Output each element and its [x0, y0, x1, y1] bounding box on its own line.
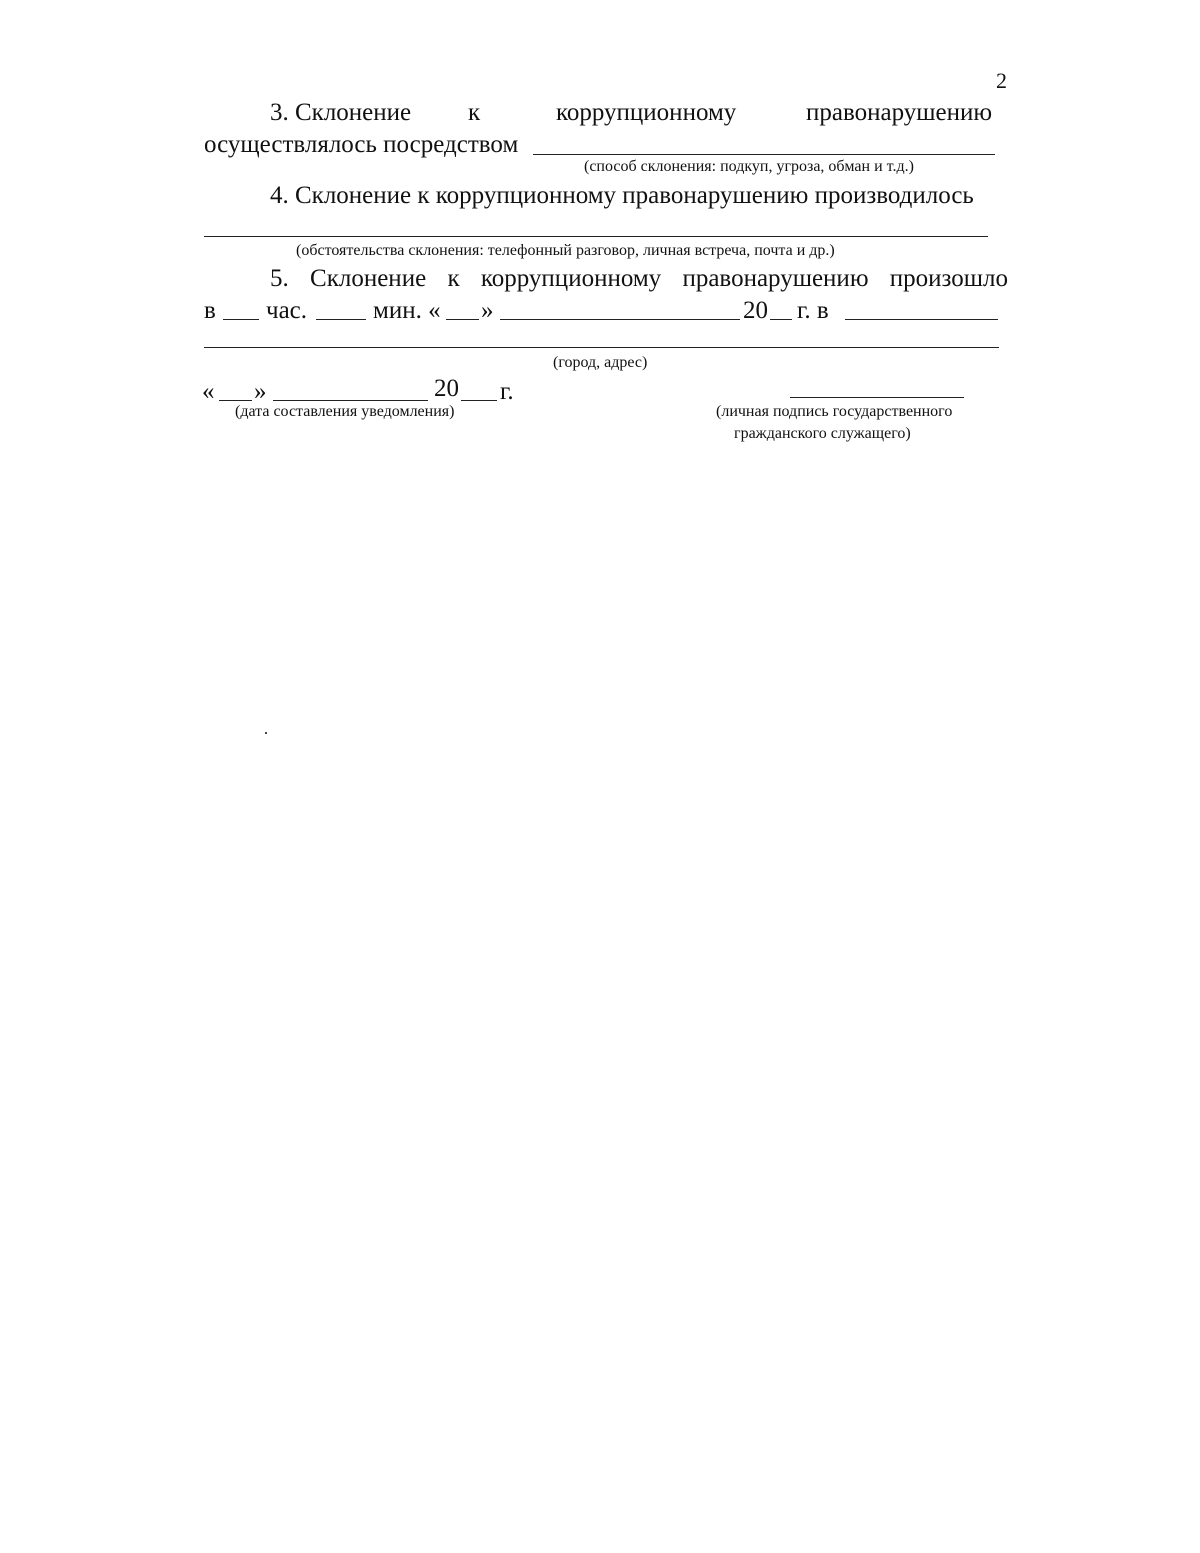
item5-year-blank[interactable] — [770, 319, 792, 320]
item3-caption: (способ склонения: подкуп, угроза, обман и т.д.) — [584, 158, 914, 175]
footer-signature-caption-2: гражданского служащего) — [734, 425, 911, 442]
footer-signature-blank[interactable] — [790, 397, 964, 398]
footer-signature-caption-1: (личная подпись государственного — [716, 403, 953, 420]
item5-word-min: мин. « — [373, 297, 441, 324]
item4-text: 4. Склонение к коррупционному правонарушению производилось — [270, 182, 974, 209]
item5-month-blank[interactable] — [500, 319, 740, 320]
item3-word-2: к — [468, 99, 481, 126]
footer-close-quote: » — [254, 378, 267, 405]
footer-year-prefix: 20 — [434, 375, 459, 402]
item5-address-blank[interactable] — [204, 347, 999, 348]
item5-year-prefix: 20 — [743, 297, 768, 324]
footer-day-blank[interactable] — [219, 400, 252, 401]
item3-word-4: правонарушению — [806, 99, 993, 126]
item5-minute-blank[interactable] — [316, 319, 366, 320]
footer-date-caption: (дата составления уведомления) — [235, 403, 455, 420]
scan-speck — [265, 732, 267, 734]
item5-word-g-v: г. в — [797, 297, 829, 324]
item4-circumstances-blank[interactable] — [204, 236, 988, 237]
footer-month-blank[interactable] — [273, 400, 428, 401]
item5-caption: (город, адрес) — [553, 354, 648, 371]
item4-caption: (обстоятельства склонения: телефонный разговор, личная встреча, почта и др.) — [296, 242, 835, 259]
item5-close-quote: » — [481, 297, 494, 324]
item5-hour-blank[interactable] — [223, 319, 259, 320]
item5-line-1: 5. Склонение к коррупционному правонарушению произошло — [270, 265, 1008, 292]
footer-year-blank[interactable] — [461, 400, 497, 401]
item3-method-blank[interactable] — [533, 154, 995, 155]
item3-word-1: 3. Склонение — [270, 99, 412, 126]
item5-city-blank[interactable] — [845, 319, 998, 320]
item3-line-2: осуществлялось посредством — [204, 131, 519, 158]
item5-word-v: в — [204, 297, 216, 324]
item3-word-3: коррупционному — [556, 99, 737, 126]
item5-day-blank[interactable] — [446, 319, 479, 320]
page-number: 2 — [996, 68, 1007, 93]
item5-word-chas: час. — [266, 297, 308, 324]
footer-year-suffix: г. — [500, 378, 514, 405]
footer-open-quote: « — [202, 378, 215, 405]
